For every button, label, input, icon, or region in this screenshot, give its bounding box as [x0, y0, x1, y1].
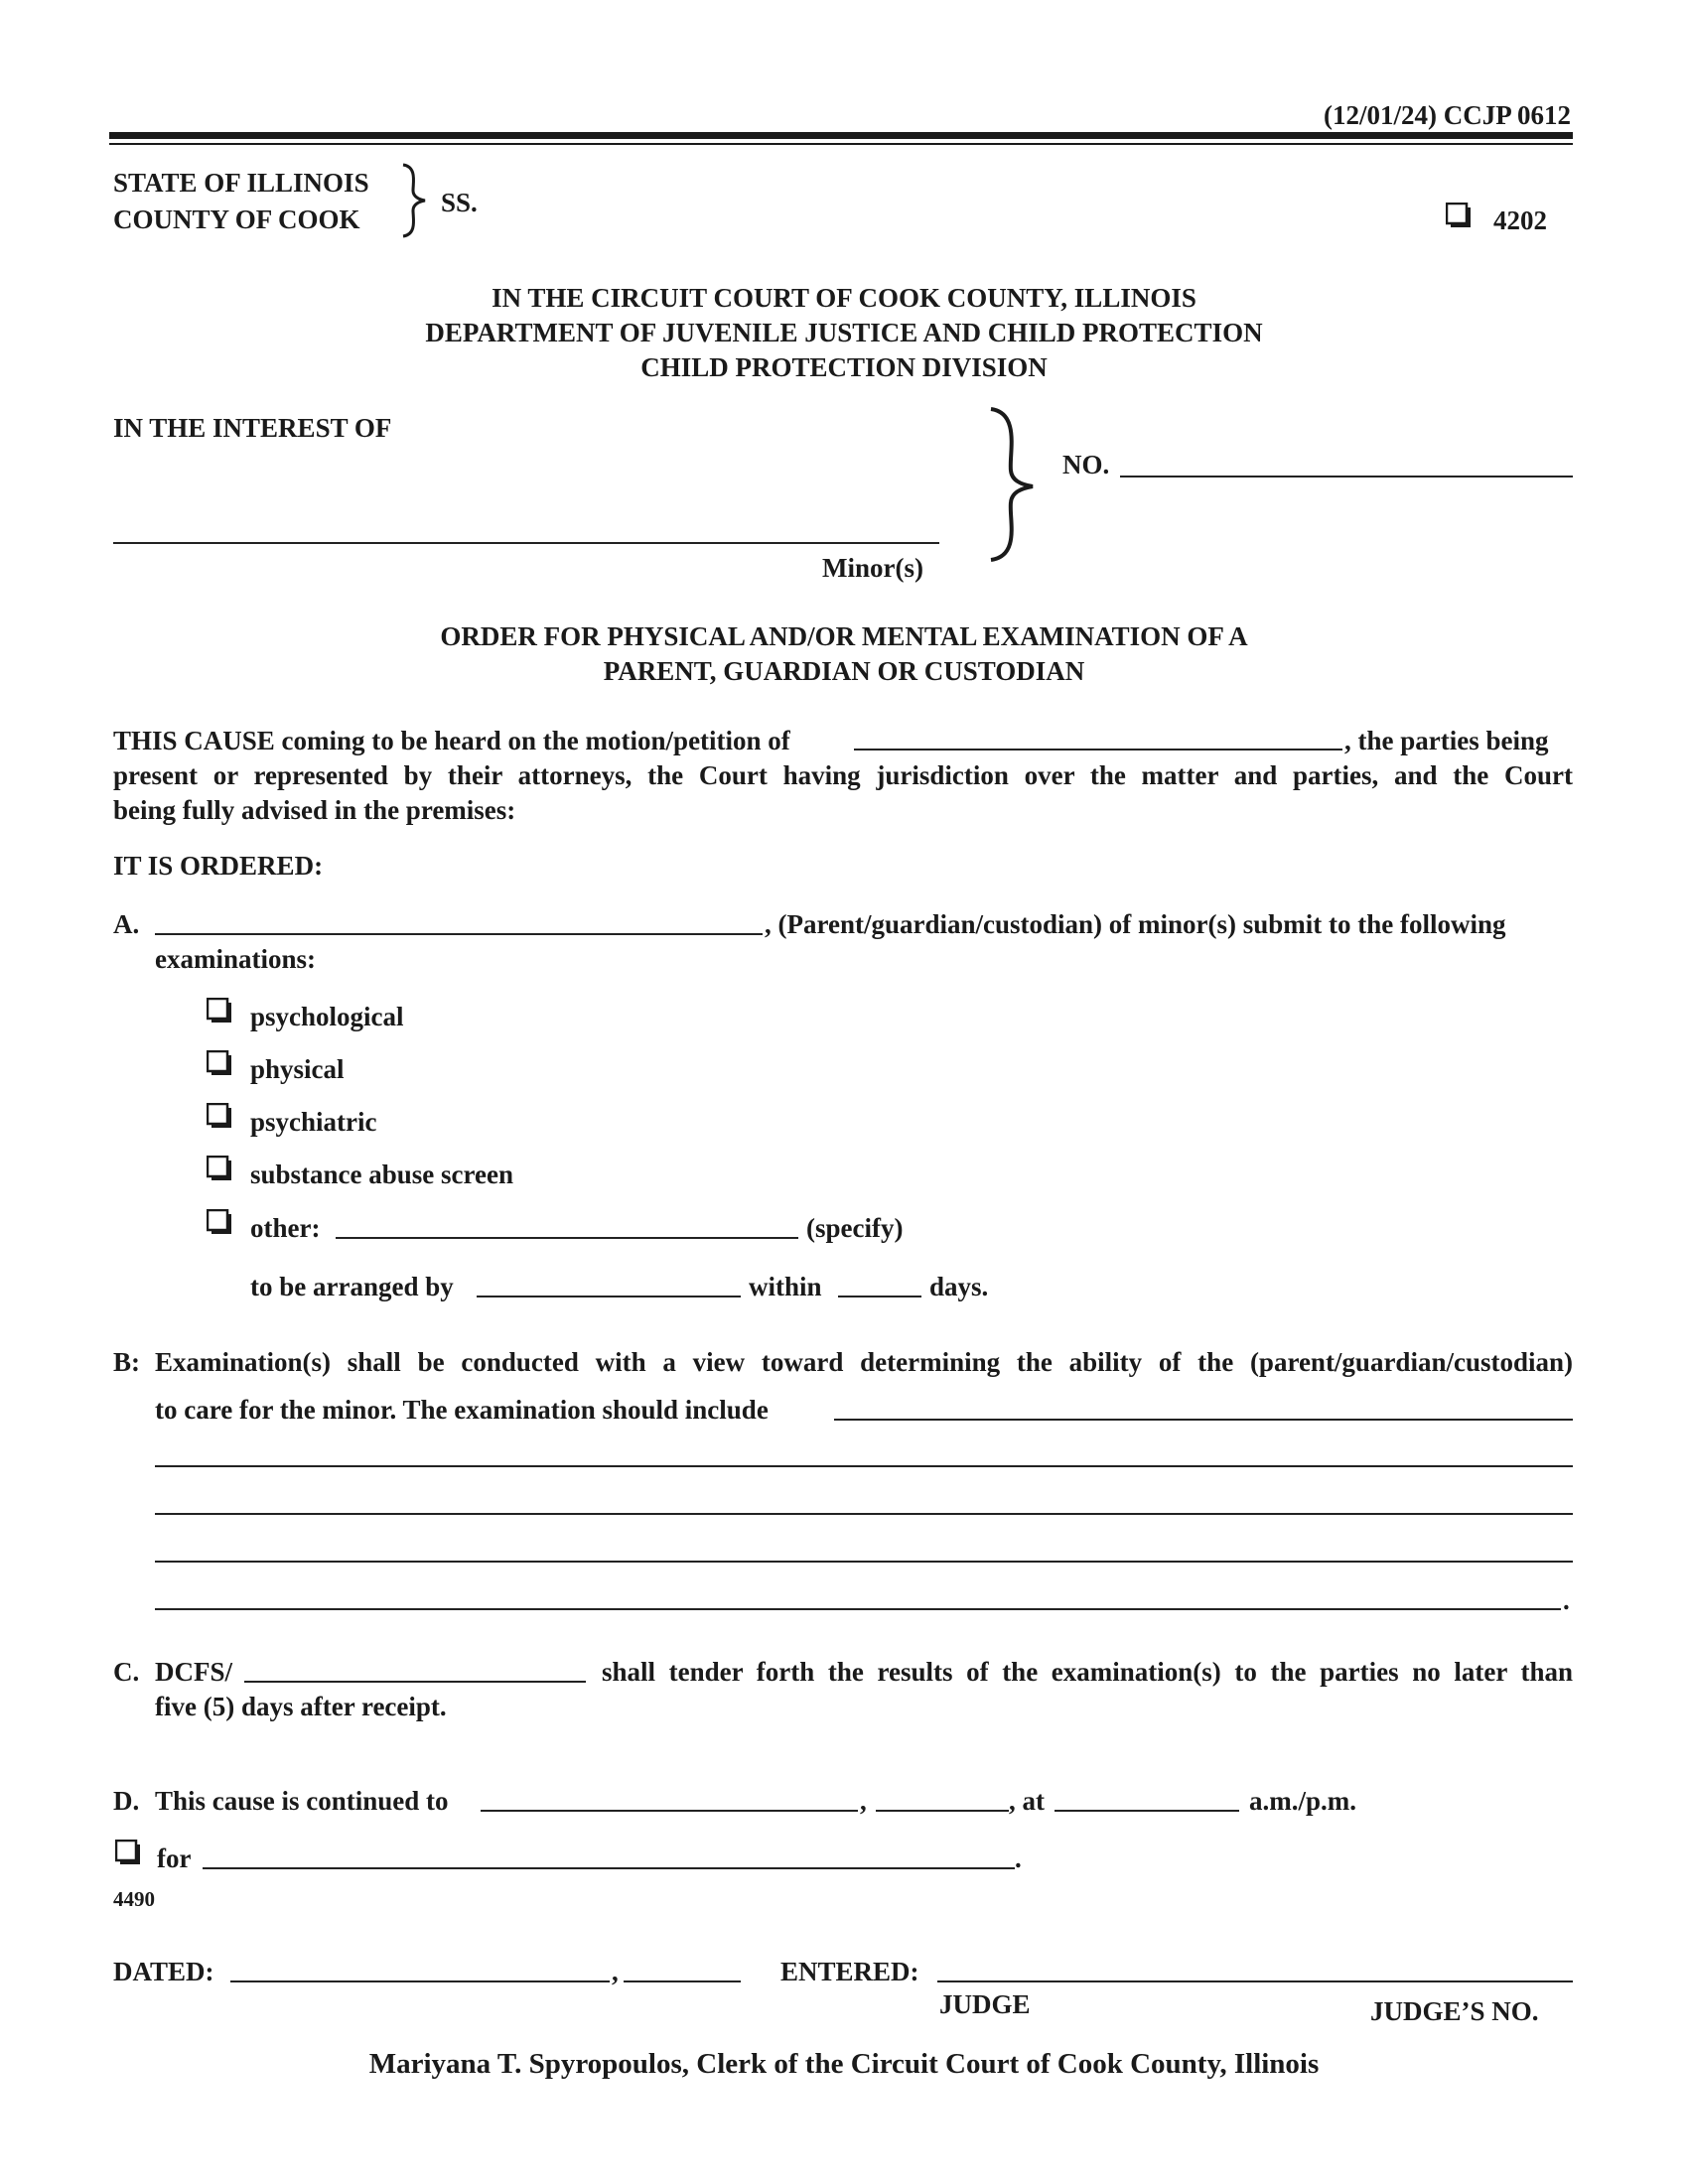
section-c-line-2: five (5) days after receipt.: [155, 1692, 447, 1721]
case-number-field[interactable]: [1120, 476, 1573, 478]
option-other-specify: (specify): [806, 1213, 904, 1243]
exam-include-field-5[interactable]: [155, 1608, 1561, 1610]
other-specify-field[interactable]: [336, 1237, 798, 1239]
substance-abuse-checkbox[interactable]: [207, 1156, 232, 1181]
intro-line-1-start: THIS CAUSE coming to be heard on the motion/petition of: [113, 726, 790, 755]
section-c-line-1: shall tender forth the results of the examination(s) to the parties no later than: [602, 1657, 1573, 1687]
court-line-3: CHILD PROTECTION DIVISION: [640, 352, 1048, 382]
order-title-line-2: PARENT, GUARDIAN OR CUSTODIAN: [603, 656, 1085, 686]
arranged-by-label: to be arranged by: [250, 1272, 454, 1301]
section-b-line-2: to care for the minor. The examination should include: [155, 1395, 769, 1425]
at-label: , at: [1009, 1786, 1045, 1816]
section-a-text: , (Parent/guardian/custodian) of minor(s) submit to the following: [765, 909, 1506, 939]
dcfs-label: DCFS/: [155, 1657, 233, 1687]
court-line-2: DEPARTMENT OF JUVENILE JUSTICE AND CHILD PROTECTION: [425, 318, 1263, 347]
venue-county: COUNTY OF COOK: [113, 205, 360, 234]
caption-brace-icon: [981, 405, 1041, 564]
header-rule-thin: [109, 143, 1573, 145]
option-other-label: other:: [250, 1213, 321, 1243]
days-label: days.: [929, 1272, 989, 1301]
option-physical: physical: [250, 1054, 345, 1084]
order-title-line-1: ORDER FOR PHYSICAL AND/OR MENTAL EXAMINATION OF A: [440, 621, 1248, 651]
exam-include-field-1[interactable]: [834, 1419, 1573, 1421]
arranged-by-field[interactable]: [477, 1296, 741, 1297]
minor-label: Minor(s): [822, 553, 923, 583]
it-is-ordered: IT IS ORDERED:: [113, 851, 324, 881]
venue-brace-icon: [397, 163, 431, 238]
intro-line-3: being fully advised in the premises:: [113, 795, 516, 825]
judge-no-label: JUDGE’S NO.: [1370, 1996, 1539, 2026]
exam-include-field-3[interactable]: [155, 1513, 1573, 1515]
form-code: (12/01/24) CCJP 0612: [1324, 100, 1571, 130]
minor-name-field[interactable]: [113, 542, 939, 544]
continued-year-field[interactable]: [876, 1810, 1009, 1812]
dated-date-field[interactable]: [230, 1980, 610, 1982]
for-checkbox[interactable]: [115, 1840, 141, 1865]
option-psychiatric: psychiatric: [250, 1107, 377, 1137]
code-4490: 4490: [113, 1887, 155, 1911]
venue-state: STATE OF ILLINOIS: [113, 168, 369, 198]
within-label: within: [749, 1272, 822, 1301]
exam-include-field-2[interactable]: [155, 1465, 1573, 1467]
dated-label: DATED:: [113, 1957, 214, 1986]
dated-year-field[interactable]: [624, 1980, 741, 1982]
judge-signature-field[interactable]: [937, 1980, 1573, 1982]
intro-line-1-end: , the parties being: [1344, 726, 1549, 755]
section-a-text-cont: examinations:: [155, 944, 316, 974]
for-end: .: [1015, 1843, 1022, 1873]
form-number: 4202: [1493, 205, 1547, 235]
continued-to-label: This cause is continued to: [155, 1786, 449, 1816]
psychological-checkbox[interactable]: [207, 998, 232, 1024]
form-4202-checkbox[interactable]: [1446, 203, 1472, 228]
other-checkbox[interactable]: [207, 1209, 232, 1235]
venue-ss: SS.: [441, 188, 478, 217]
psychiatric-checkbox[interactable]: [207, 1103, 232, 1129]
dcfs-agency-field[interactable]: [244, 1681, 586, 1683]
parent-name-field[interactable]: [155, 933, 763, 935]
within-days-field[interactable]: [838, 1296, 921, 1297]
option-substance-abuse: substance abuse screen: [250, 1160, 514, 1189]
entered-label: ENTERED:: [780, 1957, 919, 1986]
intro-line-2: present or represented by their attorneys, the Court having jurisdiction over the matter and parties, and the Court: [113, 760, 1573, 790]
physical-checkbox[interactable]: [207, 1050, 232, 1076]
movant-field[interactable]: [854, 749, 1342, 751]
header-rule-thick: [109, 132, 1573, 139]
option-psychological: psychological: [250, 1002, 404, 1031]
section-b-label: B:: [113, 1347, 140, 1377]
section-d-label: D.: [113, 1786, 140, 1816]
for-label: for: [157, 1843, 192, 1873]
continued-date-field[interactable]: [481, 1810, 858, 1812]
for-purpose-field[interactable]: [203, 1867, 1015, 1869]
section-b-line-1: Examination(s) shall be conducted with a view toward determining the ability of the (parent/guardian/custodian): [155, 1347, 1573, 1377]
clerk-footer: Mariyana T. Spyropoulos, Clerk of the Circuit Court of Cook County, Illinois: [368, 2048, 1320, 2080]
dated-comma: ,: [612, 1957, 619, 1986]
case-no-label: NO.: [1062, 450, 1110, 479]
continued-comma: ,: [860, 1786, 867, 1816]
section-b-end: .: [1563, 1585, 1570, 1615]
court-line-1: IN THE CIRCUIT COURT OF COOK COUNTY, ILLINOIS: [492, 283, 1196, 313]
judge-label: JUDGE: [939, 1989, 1031, 2019]
exam-include-field-4[interactable]: [155, 1561, 1573, 1563]
section-c-label: C.: [113, 1657, 140, 1687]
interest-of-label: IN THE INTEREST OF: [113, 413, 392, 443]
ampm-label: a.m./p.m.: [1249, 1786, 1356, 1816]
time-field[interactable]: [1055, 1810, 1239, 1812]
section-a-label: A.: [113, 909, 140, 939]
